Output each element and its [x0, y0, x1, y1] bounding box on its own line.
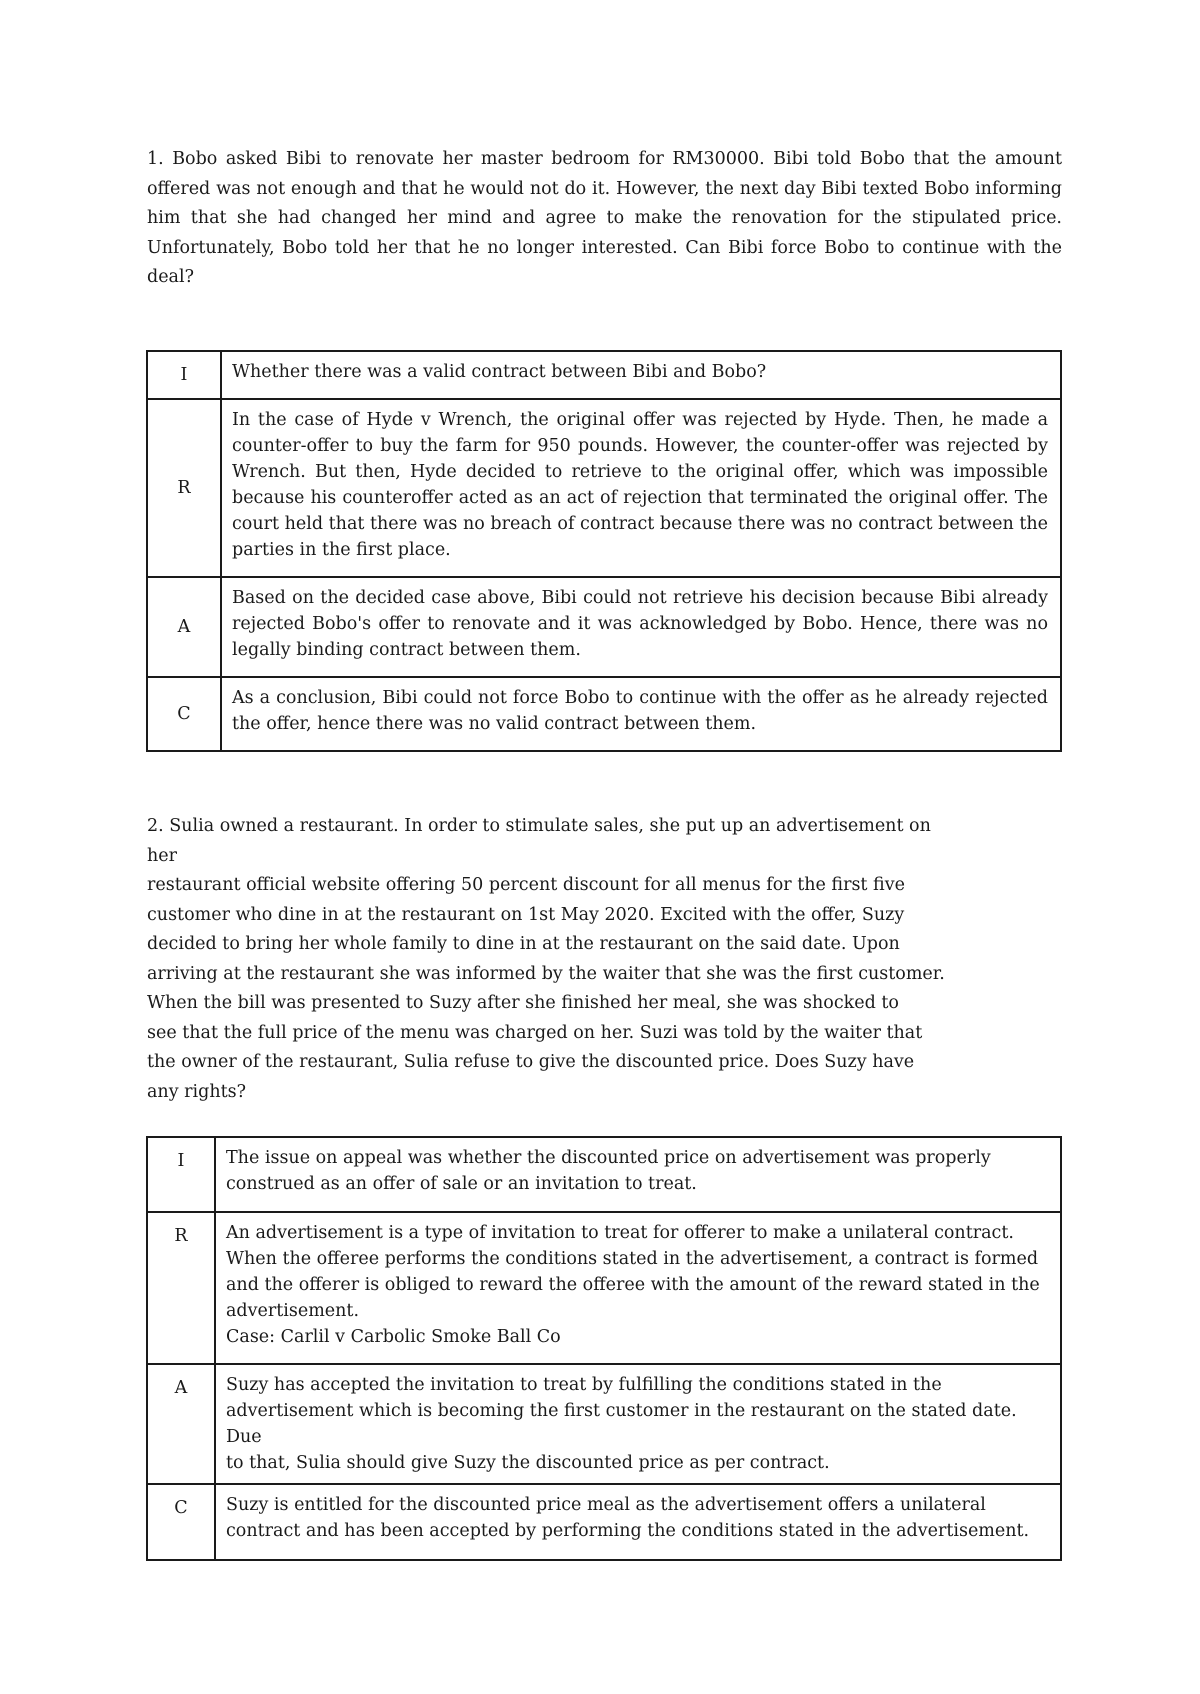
irac-key-conclusion: C: [147, 1484, 215, 1560]
irac-key-rule: R: [147, 1212, 215, 1364]
table-row: [147, 677, 1061, 751]
irac-key-application: A: [147, 1364, 215, 1484]
irac-line: advertisement which is becoming the first customer in the restaurant on the stated date. Due: [226, 1401, 1017, 1447]
table-row: [147, 1364, 1061, 1484]
irac-line: and the offerer is obliged to reward the offeree with the amount of the reward stated in the: [226, 1275, 1040, 1295]
irac-line: When the offeree performs the conditions stated in the advertisement, a contract is formed: [226, 1249, 1039, 1269]
irac-line: to that, Sulia should give Suzy the discounted price as per contract.: [226, 1453, 830, 1473]
irac-rule-text: [215, 1212, 1061, 1364]
irac-line: contract and has been accepted by performing the conditions stated in the advertisement.: [226, 1521, 1030, 1541]
irac-issue-text: Whether there was a valid contract between Bibi and Bobo?: [221, 351, 1061, 399]
question-2-line: see that the full price of the menu was charged on her. Suzi was told by the waiter that: [147, 1022, 923, 1043]
irac-key-rule: R: [147, 399, 221, 577]
irac-line: Case: Carlil v Carbolic Smoke Ball Co: [226, 1327, 561, 1347]
table-row: [147, 1212, 1061, 1364]
question-2-text: [147, 812, 947, 1107]
table-row: [147, 1484, 1061, 1560]
irac-issue-text: [215, 1137, 1061, 1212]
question-1-text: 1. Bobo asked Bibi to renovate her master bedroom for RM30000. Bibi told Bobo that the amount offered was not enough and that he would not do it. However, the next day Bibi texted Bobo informing him that she had changed her mind and agree to make the renovation for the stipulated price. Unfortunately, Bobo told her that he no longer interested. Can Bibi force Bobo to continue with the deal?: [147, 149, 1062, 287]
irac-table-1: [146, 350, 1062, 752]
irac-line: construed as an offer of sale or an invitation to treat.: [226, 1174, 697, 1194]
question-2-line: arriving at the restaurant she was informed by the waiter that she was the first customer.: [147, 963, 945, 984]
irac-conclusion-text: As a conclusion, Bibi could not force Bobo to continue with the offer as he already rejected the offer, hence there was no valid contract between them.: [221, 677, 1061, 751]
irac-conclusion-text: [215, 1484, 1061, 1560]
question-2-line: customer who dine in at the restaurant on 1st May 2020. Excited with the offer, Suzy: [147, 904, 905, 925]
irac-application-text: Based on the decided case above, Bibi could not retrieve his decision because Bibi already rejected Bobo's offer to renovate and it was acknowledged by Bobo. Hence, there was no legally binding contract between them.: [221, 577, 1061, 677]
question-2-line: any rights?: [147, 1081, 246, 1102]
irac-key-application: A: [147, 577, 221, 677]
irac-line: An advertisement is a type of invitation to treat for offerer to make a unilateral contract.: [226, 1223, 1014, 1243]
irac-line: Suzy has accepted the invitation to treat by fulfilling the conditions stated in the: [226, 1375, 942, 1395]
irac-key-issue: I: [147, 351, 221, 399]
irac-table-2: [146, 1136, 1062, 1561]
table-row: [147, 577, 1061, 677]
table-row: [147, 399, 1061, 577]
question-2-line: the owner of the restaurant, Sulia refuse to give the discounted price. Does Suzy have: [147, 1052, 915, 1072]
question-2-line: restaurant official website offering 50 percent discount for all menus for the first five: [147, 875, 905, 895]
question-2-line: 2. Sulia owned a restaurant. In order to stimulate sales, she put up an advertisement on her: [147, 816, 931, 866]
question-2-line: When the bill was presented to Suzy after she finished her meal, she was shocked to: [147, 993, 899, 1013]
irac-line: advertisement.: [226, 1301, 360, 1321]
irac-rule-text: In the case of Hyde v Wrench, the original offer was rejected by Hyde. Then, he made a counter-offer to buy the farm for 950 pounds. However, the counter-offer was rejected by Wrench. But then, Hyde decided to retrieve to the original offer, which was impossible because his counteroffer acted as an act of rejection that terminated the original offer. The court held that there was no breach of contract because there was no contract between the parties in the first place.: [221, 399, 1061, 577]
irac-key-issue: I: [147, 1137, 215, 1212]
irac-line: The issue on appeal was whether the discounted price on advertisement was properly: [226, 1148, 991, 1168]
table-row: [147, 1137, 1061, 1212]
irac-line: Suzy is entitled for the discounted price meal as the advertisement offers a unilateral: [226, 1495, 986, 1515]
table-row: [147, 351, 1061, 399]
irac-key-conclusion: C: [147, 677, 221, 751]
question-2-line: decided to bring her whole family to dine in at the restaurant on the said date. Upon: [147, 934, 900, 954]
irac-application-text: [215, 1364, 1061, 1484]
